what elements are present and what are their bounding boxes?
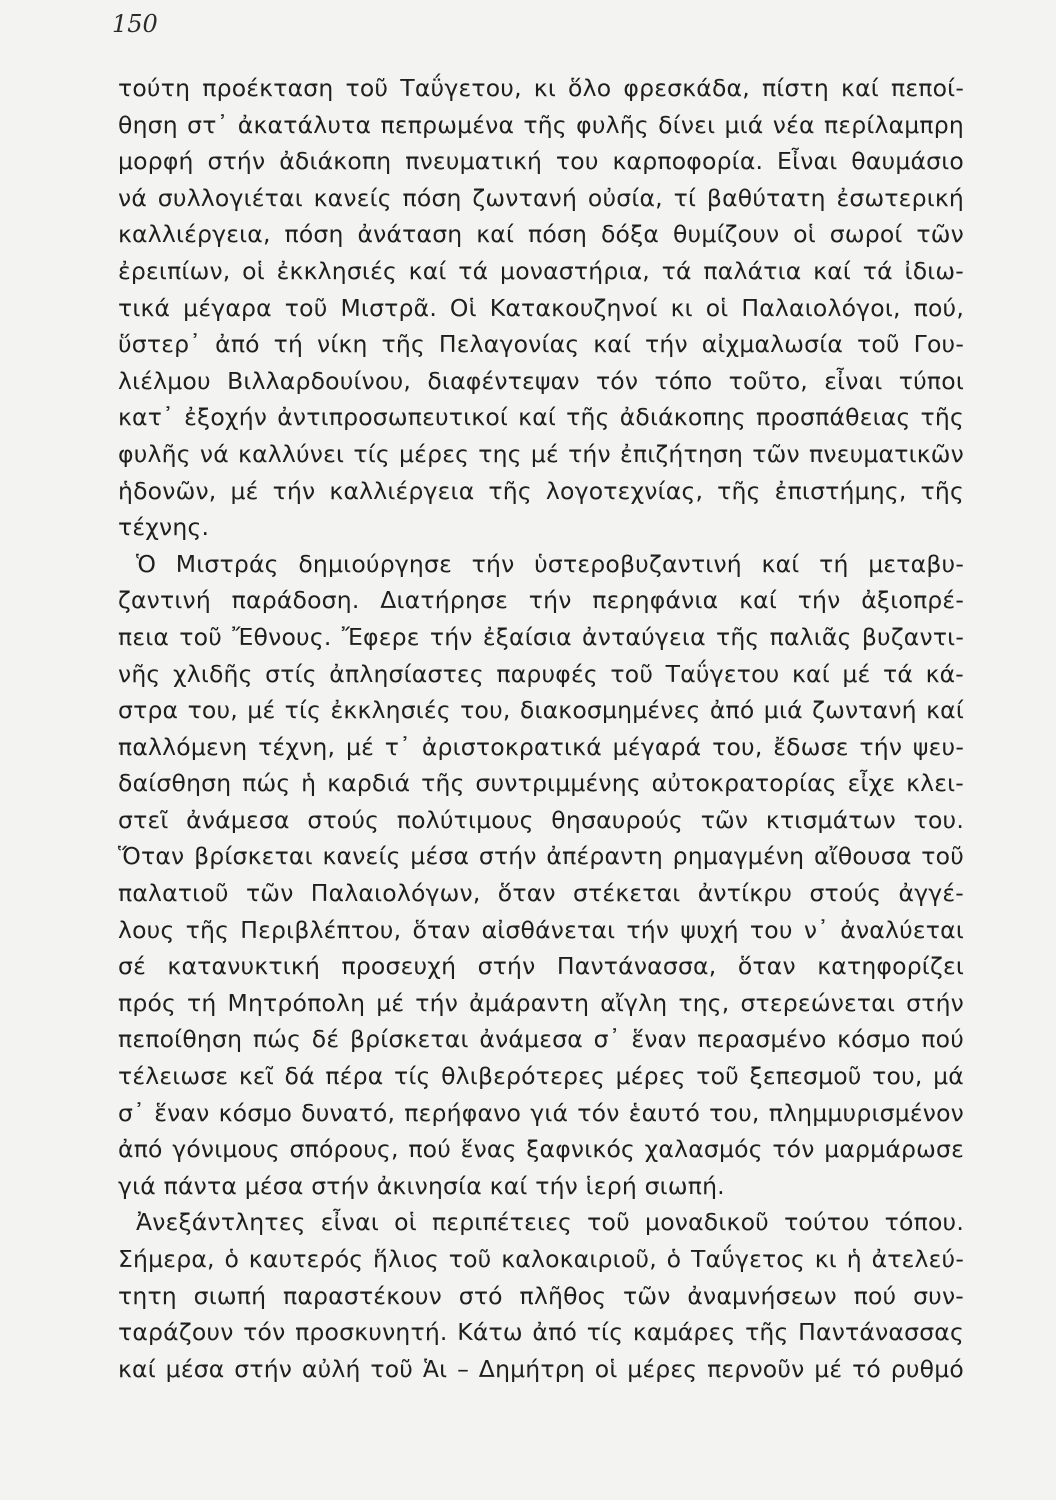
text-line: τητη σιωπή παραστέκουν στό πλῆθος τῶν ἀναμνήσεων πού συν- bbox=[118, 1281, 964, 1310]
text-line: δαίσθηση πώς ἡ καρδιά τῆς συντριμμένης αὐτοκρατορίας εἶχε κλει- bbox=[118, 769, 964, 798]
text-line: τικά μέγαρα τοῦ Μιστρᾶ. Οἱ Κατακουζηνοί κι οἱ Παλαιολόγοι, πού, bbox=[118, 293, 964, 322]
text-line: κατ᾽ ἐξοχήν ἀντιπροσωπευτικοί καί τῆς ἀδιάκοπης προσπάθειας τῆς bbox=[118, 403, 964, 432]
paragraph-end-line: γιά πάντα μέσα στήν ἀκινησία καί τήν ἱερή σιωπή. bbox=[118, 1171, 725, 1200]
text-line: καλλιέργεια, πόση ἀνάταση καί πόση δόξα θυμίζουν οἱ σωροί τῶν bbox=[118, 220, 964, 249]
text-line: παλλόμενη τέχνη, μέ τ᾽ ἀριστοκρατικά μέγαρά του, ἔδωσε τήν ψευ- bbox=[118, 732, 964, 761]
text-line: ταράζουν τόν προσκυνητή. Κάτω ἀπό τίς καμάρες τῆς Παντάνασσας bbox=[118, 1318, 964, 1347]
text-line: θηση στ᾽ ἀκατάλυτα πεπρωμένα τῆς φυλῆς δίνει μιά νέα περίλαμπρη bbox=[118, 110, 964, 139]
text-line: πεια τοῦ Ἔθνους. Ἔφερε τήν ἐξαίσια ἀνταύγεια τῆς παλιᾶς βυζαντι- bbox=[118, 622, 964, 651]
text-line: ὕστερ᾽ ἀπό τή νίκη τῆς Πελαγονίας καί τήν αἰχμαλωσία τοῦ Γου- bbox=[118, 330, 964, 359]
text-line: Σήμερα, ὁ καυτερός ἥλιος τοῦ καλοκαιριοῦ, ὁ Ταΰγετος κι ἡ ἀτελεύ- bbox=[118, 1245, 964, 1273]
text-line: στεῖ ἀνάμεσα στούς πολύτιμους θησαυρούς τῶν κτισμάτων του. bbox=[118, 805, 964, 834]
text-line: ζαντινή παράδοση. Διατήρησε τήν περηφάνια καί τήν ἀξιοπρέ- bbox=[118, 586, 964, 615]
paragraph-end-line: τέχνης. bbox=[118, 513, 210, 542]
text-line: σέ κατανυκτική προσευχή στήν Παντάνασσα, ὅταν κατηφορίζει bbox=[118, 952, 964, 981]
text-line: τέλειωσε κεῖ δά πέρα τίς θλιβερότερες μέρες τοῦ ξεπεσμοῦ του, μά bbox=[118, 1062, 964, 1091]
text-line: λιέλμου Βιλλαρδουίνου, διαφέντεψαν τόν τόπο τοῦτο, εἶναι τύποι bbox=[118, 366, 964, 395]
text-line: ἐρειπίων, οἱ ἐκκλησιές καί τά μοναστήρια, τά παλάτια καί τά ἰδιω- bbox=[118, 256, 964, 285]
text-line: πρός τή Μητρόπολη μέ τήν ἀμάραντη αἴγλη της, στερεώνεται στήν bbox=[118, 988, 964, 1017]
text-line: καί μέσα στήν αὐλή τοῦ Ἁι – Δημήτρη οἱ μέρες περνοῦν μέ τό ρυθμό bbox=[118, 1354, 964, 1383]
text-line: πεποίθηση πώς δέ βρίσκεται ἀνάμεσα σ᾽ ἕναν περασμένο κόσμο πού bbox=[118, 1025, 964, 1054]
text-line: παλατιοῦ τῶν Παλαιολόγων, ὅταν στέκεται ἀντίκρυ στούς ἀγγέ- bbox=[118, 879, 964, 908]
text-line: μορφή στήν ἀδιάκοπη πνευματική του καρποφορία. Εἶναι θαυμάσιο bbox=[118, 147, 964, 176]
paragraph-start-line: Ἀνεξάντλητες εἶναι οἱ περιπέτειες τοῦ μοναδικοῦ τούτου τόπου. bbox=[136, 1208, 964, 1237]
text-line: τούτη προέκταση τοῦ Ταΰγετου, κι ὅλο φρεσκάδα, πίστη καί πεποί- bbox=[118, 74, 964, 102]
text-line: νῆς χλιδῆς στίς ἀπλησίαστες παρυφές τοῦ Ταΰγετου καί μέ τά κά- bbox=[118, 659, 964, 688]
body-text bbox=[118, 70, 964, 1387]
text-line: ἡδονῶν, μέ τήν καλλιέργεια τῆς λογοτεχνίας, τῆς ἐπιστήμης, τῆς bbox=[118, 476, 964, 505]
text-line: Ὅταν βρίσκεται κανείς μέσα στήν ἀπέραντη ρημαγμένη αἴθουσα τοῦ bbox=[118, 842, 964, 871]
text-line: ἀπό γόνιμους σπόρους, πού ἕνας ξαφνικός χαλασμός τόν μαρμάρωσε bbox=[118, 1135, 964, 1164]
text-line: σ᾽ ἕναν κόσμο δυνατό, περήφανο γιά τόν ἑαυτό του, πλημμυρισμένον bbox=[118, 1098, 964, 1127]
text-line: λους τῆς Περιβλέπτου, ὅταν αἰσθάνεται τήν ψυχή του ν᾽ ἀναλύεται bbox=[118, 915, 964, 944]
text-line: νά συλλογιέται κανείς πόση ζωντανή οὐσία, τί βαθύτατη ἐσωτερική bbox=[118, 183, 964, 212]
text-line: στρα του, μέ τίς ἐκκλησιές του, διακοσμημένες ἀπό μιά ζωντανή καί bbox=[118, 696, 964, 725]
paragraph-start-line: Ὁ Μιστράς δημιούργησε τήν ὑστεροβυζαντινή καί τή μεταβυ- bbox=[136, 549, 964, 578]
text-line: φυλῆς νά καλλύνει τίς μέρες της μέ τήν ἐπιζήτηση τῶν πνευματικῶν bbox=[118, 439, 964, 468]
page-number: 150 bbox=[112, 10, 158, 38]
